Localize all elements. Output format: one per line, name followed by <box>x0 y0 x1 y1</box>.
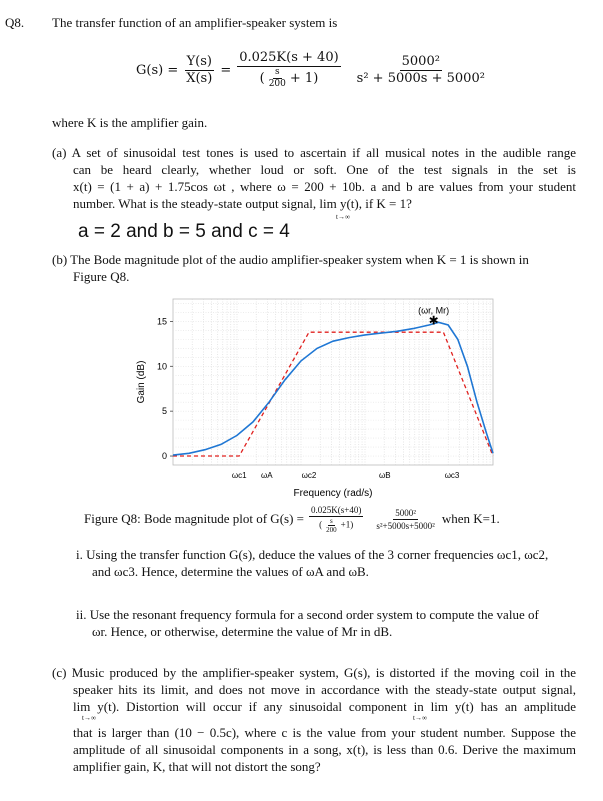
lim-subscript-a: t→∞ <box>336 213 350 221</box>
resonant-peak-marker: ✱ <box>428 313 439 328</box>
tf-den1: ( $\frac{s}{200}$ + 1) <box>259 67 319 89</box>
caption-den2: s²+5000s+5000² <box>376 520 435 531</box>
tf-den1-rest: + 1 <box>289 71 314 86</box>
resonant-peak-label: (ωr, Mr) <box>418 305 450 316</box>
x-tick-label: ωB <box>379 471 391 480</box>
tf-part1 <box>237 50 340 90</box>
tf-eq: = <box>220 62 232 78</box>
caption-suffix: when K=1. <box>441 511 500 526</box>
y-axis <box>157 316 173 461</box>
tf-ratio <box>184 54 214 87</box>
where-text: where K is the amplifier gain. <box>52 115 208 130</box>
y-tick-label: 5 <box>161 406 167 417</box>
x-tick-label: ωA <box>260 471 273 480</box>
part-c-line: lim y(t). Distortion will occur if any sinusoidal component in lim y(t) has an amplitude <box>73 699 576 714</box>
part-c-line: amplifier gain, K, that will not distort the song? <box>73 759 321 774</box>
tf-xs: X(s) <box>186 70 213 86</box>
part-a <box>52 144 576 212</box>
x-tick-label: ωc3 <box>444 471 460 480</box>
figure-caption <box>84 504 500 534</box>
part-c-line: amplitude of all sinusoidal components in a song, x(t), is less than 0.6. Derive the maximum <box>73 742 576 757</box>
tf-lhs: G(s) = <box>136 62 179 78</box>
question-intro: The transfer function of an amplifier-speaker system is <box>52 15 338 30</box>
caption-frac1 <box>309 504 363 534</box>
y-tick-label: 15 <box>156 316 167 327</box>
part-a-line: (a) A set of sinusoidal test tones is used to ascertain if all musical notes in the audible range <box>52 145 576 160</box>
tf-ys: Y(s) <box>186 53 212 69</box>
part-b-line: (b) The Bode magnitude plot of the audio amplifier-speaker system when K = 1 is shown in <box>52 252 529 267</box>
subq-i-line: and ωc3. Hence, determine the values of ωA and ωB. <box>92 564 369 579</box>
part-b-line: Figure Q8. <box>73 269 130 284</box>
part-a-line: can be heard clearly, whether loud or soft. One of the test signals in the set is <box>73 162 576 177</box>
part-c-line: speaker hits its limit, and does not move in accordance with the steady-state output signal, <box>73 682 576 697</box>
caption-rest: +1 <box>340 519 351 530</box>
part-b <box>52 251 576 285</box>
x-axis <box>232 471 460 480</box>
bode-plot <box>128 294 508 504</box>
caption-den1: ( $\frac{s}{200}$ +1) <box>319 517 354 534</box>
caption-s: s <box>330 517 333 525</box>
lim-subscript-c2: t→∞ <box>413 714 427 722</box>
transfer-function <box>136 50 489 90</box>
part-a-line: number. What is the steady-state output signal, lim y(t), if K = 1? <box>73 196 412 211</box>
part-a-line: x(t) = (1 + a) + 1.75cos ωt , where ω = 200 + 10b. a and b are values from your student <box>73 179 576 194</box>
part-c <box>52 664 576 775</box>
y-tick-label: 10 <box>156 361 167 372</box>
x-tick-label: ωc1 <box>231 471 247 480</box>
subq-ii-line: ωr. Hence, or otherwise, determine the value of Mr in dB. <box>92 624 393 639</box>
tf-num1: 0.025K(s + 40) <box>239 50 339 65</box>
y-tick-label: 0 <box>161 451 167 462</box>
lim-subscript-c1: t→∞ <box>82 714 96 722</box>
caption-prefix: Figure Q8: Bode magnitude plot of G(s) = <box>84 511 304 526</box>
part-c-line: (c) Music produced by the amplifier-speaker system, G(s), is distorted if the moving coil in the <box>52 665 576 680</box>
tf-num2: 5000² <box>401 53 440 69</box>
question-number: Q8. <box>5 15 25 30</box>
x-axis-label: Frequency (rad/s) <box>293 488 373 499</box>
subq-ii-line: ii. Use the resonant frequency formula for a second order system to compute the value of <box>76 607 539 622</box>
caption-num2: 5000² <box>395 507 416 518</box>
tf-den2: s² + 5000s + 5000² <box>356 70 485 86</box>
tf-part2 <box>355 54 487 87</box>
caption-num1: 0.025K(s+40) <box>311 505 362 515</box>
subquestion-i <box>76 546 576 580</box>
student-answer: a = 2 and b = 5 and c = 4 <box>78 221 290 242</box>
subquestion-ii <box>76 606 576 640</box>
caption-frac2 <box>374 507 437 532</box>
x-tick-label: ωc2 <box>301 471 317 480</box>
tf-den1-s: s <box>274 67 280 77</box>
subq-i-line: i. Using the transfer function G(s), deduce the values of the 3 corner frequencies ωc1, ωc2, <box>76 547 549 562</box>
y-axis-label: Gain (dB) <box>136 360 147 404</box>
part-c-line: that is larger than (10 − 0.5c), where c is the value from your student number. Suppose the <box>73 725 576 740</box>
tf-den1-200: 200 <box>268 79 286 89</box>
caption-200: 200 <box>326 526 337 534</box>
